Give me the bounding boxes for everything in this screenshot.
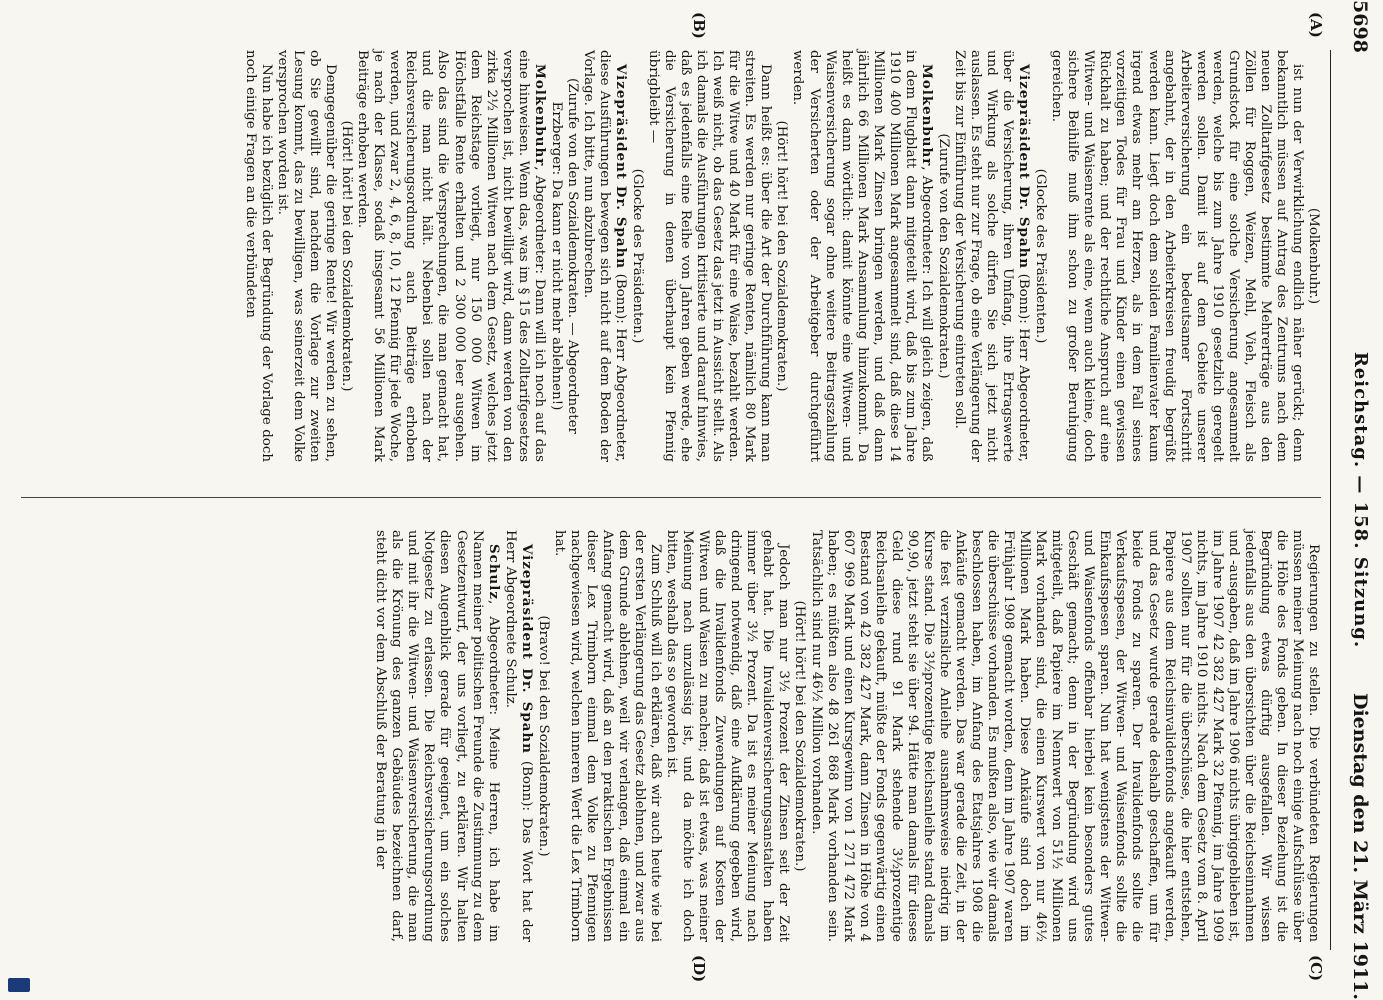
- margin-marker-c: (C): [1307, 955, 1325, 982]
- text-column-left: [242, 50, 1321, 462]
- paragraph-text: (Zurufe von den Sozialdemokraten. — Abgeordneter Erzberger: Da kann er nicht mehr ablehnen!): [548, 78, 580, 434]
- margin-marker-b: (B): [690, 12, 708, 39]
- paragraph-text: (Molkenbuhr.): [1306, 207, 1321, 305]
- paragraph-text: , Abgeordneter: Dann will ich noch auf das eine hinweisen. Wenn das, was im § 15 des Zolltarifgesetzes versprochen ist, nicht bewilligt wird, dann werden von den zirka 2½ Millionen Witwen nach dem Gesetz, welches jetzt dem Reichstage vorliegt, nur 150 000 Witwen im Höchstfalle Rente erhalten und 2 300 000 leer ausgehen. Also das sind die Versprechungen, die man gemacht hat, und die man nicht hält. Nebenbei sollen nach der Reichsversicherungsordnung auch Beiträge erhoben werden, und zwar 2, 4, 6, 8, 10, 12 Pfennig für jede Woche, je nach der Klasse, sodaß insgesamt 56 Millionen Mark Beiträge erhoben werden.: [355, 50, 547, 462]
- paragraph-text: Zum Schluß will ich erklären, daß wir auch heute wie bei der ersten Verlängerung das Gesetz ablehnen, und zwar aus dem Grunde ablehnen, weil wir verlangen, daß einmal ein Anfang gemacht wird, daß an den praktischen Ergebnissen dieser Lex Trimborn einmal dem Volke zu Pfennigen nachgewiesen wird, welchen inneren Wert die Lex Trimborn hat.: [551, 530, 664, 942]
- speaker-name: Molkenbuhr: [918, 64, 935, 167]
- paragraph-text: , Abgeordneter: Ich will gleich zeigen, daß in dem Flugblatt dann mitgeteilt wird, daß bis zum Jahre 1910 400 Millionen Mark angesammelt sind, daß diese 14 Millionen Mark Zinsen bringen werden, und daß dann jährlich 66 Millionen Mark Ansammlung hinzukommt. Da heißt es dann wörtlich: damit könnte eine Witwen- und Waisenversicherung sogar ohne weitere Beitragszahlung der Versicherten oder der Arbeitgeber durchgeführt werden.: [790, 50, 934, 462]
- paragraph: [354, 50, 548, 462]
- paragraph: [580, 50, 629, 462]
- paragraph: [808, 530, 1322, 942]
- margin-marker-d: (D): [690, 955, 708, 983]
- paragraph-text: (Hört! hört! bei den Sozialdemokraten.): [774, 120, 790, 392]
- speaker-name: Schulz: [485, 544, 502, 600]
- paragraph: [663, 530, 791, 942]
- interjection: [1305, 50, 1321, 462]
- paragraph-text: , Abgeordneter: Meine Herren, ich habe im Namen meiner politischen Freunde die Zustimmung zu dem Gesetzentwurf, der uns vorliegt, zu erklären. Wir halten diesen Augenblick gerade für geeignet, um ein solches Notgesetz zu erlassen. Die Reichsversicherungsordnung und mit ihr die Witwen- und Waisenversicherung, die man als die Krönung des ganzen Gebäudes bezeichnen darf, steht dicht vor dem Abschluß der Beratung in der: [373, 530, 501, 942]
- header-rule: [1330, 50, 1331, 950]
- speaker-name: Molkenbuhr: [531, 64, 548, 167]
- text-column-right: [372, 530, 1321, 942]
- paragraph-text: (Bonn): Herr Abgeordneter, diese Ausführungen bewegen sich nicht auf dem Boden der Vorlage. Ich bitte, nun abzubrechen.: [580, 50, 628, 462]
- interjection: [338, 50, 354, 462]
- interjection: [535, 530, 551, 942]
- paragraph-text: (Hört! hört! bei den Sozialdemokraten.): [792, 600, 808, 872]
- interjection: [773, 50, 789, 462]
- interjection: [548, 50, 580, 462]
- dfg-logo: [8, 978, 30, 992]
- paragraph-text: (Bonn): Herr Abgeordneter, über die Versicherung, ihren Umfang, ihre Ertragswerte und Wirkung als solche dürfen Sie sich jetzt nicht auslassen. Es steht nur zur Frage, ob eine Verlängerung der Zeit bis zur Einführung der Versicherung eintreten soll.: [951, 50, 1032, 462]
- interjection: [629, 50, 645, 462]
- column-divider: [21, 497, 1321, 498]
- paragraph-text: Regierungen zu stellen. Die verbündeten Regierungen müssen meiner Meinung nach noch einige Aufschlüsse über die Höhe des Fonds geben. In dieser Beziehung ist die Begründung etwas dürftig ausgefallen. Wir wissen jedenfalls aus den übersichten über die Reichseinnahmen und -ausgaben, daß im Jahre 1906 nichts übriggeblieben ist, im Jahre 1907 42 382 427 Mark 32 Pfennig, im Jahre 1909 nichts, im Jahre 1910 nichts. Nach dem Gesetz vom 8. April 1907 sollten nur für die überschüsse, die hier entstehen, Papiere aus dem Reichsinvalidenfonds angekauft werden, und das Gesetz wurde gerade deshalb geschaffen, um für beide Fonds zu sparen. Der Invalidenfonds sollte die Verkaufsspesen, der Witwen- und Waisenfonds sollte die Einkaufsspesen sparen. Nun hat wenigstens der Witwen- und Waisenfonds offenbar hierbei kein besonders gutes Geschäft gemacht; denn in der Begründung wird uns mitgeteilt, daß Papiere im Nennwert von 51½ Millionen Mark vorhanden sind, die einen Kurswert von nur 46½ Millionen Mark haben. Diese Ankäufe sind doch im Frühjahr 1908 gemacht worden, denn im Jahre 1907 waren die überschüsse vorhanden. Es mußten also, wie wir damals beschlossen haben, im Anfang des Etatsjahres 1908 die Ankäufe gemacht werden. Das war gerade die Zeit, in der die fest verzinsliche Anleihe ausnahmsweise niedrig im Kurse stand. Die 3½prozentige Reichsanleihe stand damals 90,90, jetzt steht sie über 94. Hätte man damals für dieses Geld diese rund 91 Mark stehende 3½prozentige Reichsanleihe gekauft, müßte der Fonds gegenwärtig einen Bestand von 42 382 427 Mark, dann Zinsen in Höhe von 4 607 969 Mark und einen Kursgewinn von 1 271 472 Mark haben; es müßten also 48 261 868 Mark vorhanden sein. Tatsächlich sind nur 46½ Million vorhanden.: [808, 530, 1321, 942]
- paragraph-text: Dann heißt es: über die Art der Durchführung kann man streiten. Es werden nur geringe Renten, nämlich 80 Mark für die Witwe und 40 Mark für eine Waise, bezahlt werden. Ich weiß nicht, ob das Gesetz das jetzt in Aussicht stellt. Als ich damals die Ausführungen kritisierte und darauf hinwies, daß es jedenfalls eine Reihe von Jahren geben werde, ehe die Versicherung in denen überhaupt kein Pfennig übrigbleibt —: [646, 50, 774, 462]
- running-title: Reichstag. — 158. Sitzung.: [1350, 351, 1371, 649]
- paragraph: [502, 530, 535, 942]
- paragraph: [789, 50, 934, 462]
- speaker-name: Vizepräsident Dr. Spahn: [612, 64, 629, 270]
- paragraph-text: Demgegenüber die geringe Rente! Wir werden zu sehen, ob Sie gewillt sind, nachdem die Vorlage zur zweiten Lesung kommt, das zu bewilligen, was seinerzeit dem Volke versprochen worden ist.: [275, 50, 339, 462]
- speaker-name: Vizepräsident Dr. Spahn: [1016, 64, 1033, 270]
- paragraph-text: (Bonn): Das Wort hat der Herr Abgeordnete Schulz.: [502, 530, 534, 942]
- paragraph-text: ist nun der Verwirklichung endlich näher gerückt; denn bekanntlich müssen auf Antrag des Zentrums nach dem neuen Zolltarifgesetz bestimmte Mehrerträge aus den Zöllen für Roggen, Weizen, Mehl, Vieh, Fleisch als Grundstock für eine solche Versicherung angesammelt werden, welche bis zum Jahre 1910 gesetzlich geregelt werden sollen. Damit ist auf dem Gebiete unserer Arbeiterversicherung ein bedeutsamer Fortschritt angebahnt, der in den Arbeiterkreisen freudig begrüßt werden kann. Liegt doch dem soliden Familienvater kaum irgend etwas mehr am Herzen, als in dem Fall seines vorzeitigen Todes für Frau und Kinder einen gewissen Rückhalt zu haben; und der rechtliche Anspruch auf eine Witwen- und Waisenrente als eine, wenn auch kleine, doch sichere Beihilfe muß ihm schon zu großer Beruhigung gereichen.: [1049, 50, 1305, 462]
- paragraph: [951, 50, 1032, 462]
- paragraph: [372, 530, 501, 942]
- paragraph-text: (Zurufe von den Sozialdemokraten.): [935, 133, 951, 379]
- paragraph-text: (Glocke des Präsidenten.): [630, 168, 646, 344]
- interjection: [791, 530, 807, 942]
- paragraph-text: (Hört! hört! bei den Sozialdemokraten.): [339, 120, 355, 392]
- paragraph-text: Jedoch man nur 3½ Prozent der Zinsen seit der Zeit gehabt hat. Die Invalidenversicherungsanstalten haben immer über 3½ Prozent. Da ist es meiner Meinung nach dringend notwendig, daß eine Aufklärung gegeben wird, daß die Invalidenfonds Zuwendungen auf Kosten der Witwen und Waisen zu machen; daß ist etwas, was meiner Meinung nach unzulässig ist, und da möchte ich doch bitten, weshalb das so geworden ist.: [664, 530, 792, 942]
- interjection: [1032, 50, 1048, 462]
- digitization-note-text: [0, 0, 391, 10]
- page-header: [1331, 0, 1371, 1000]
- page-number: 5698: [1349, 0, 1371, 53]
- paragraph: [645, 50, 773, 462]
- interjection: [935, 50, 951, 462]
- paragraph-text: Nun habe ich bezüglich der Begründung der Vorlage doch noch einige Fragen an die verbündeten: [242, 50, 274, 462]
- margin-marker-a: (A): [1307, 12, 1325, 38]
- paragraph-text: (Bravo! bei den Sozialdemokraten.): [535, 615, 551, 857]
- paragraph: [274, 50, 338, 462]
- paragraph-text: (Glocke des Präsidenten.): [1033, 168, 1049, 344]
- paragraph: [551, 530, 663, 942]
- paragraph: [242, 50, 274, 462]
- paragraph: [1048, 50, 1305, 462]
- digitization-note: [0, 0, 411, 9]
- session-date: Dienstag den 21. März 1911.: [1349, 692, 1371, 1000]
- speaker-name: Vizepräsident Dr. Spahn: [518, 544, 535, 754]
